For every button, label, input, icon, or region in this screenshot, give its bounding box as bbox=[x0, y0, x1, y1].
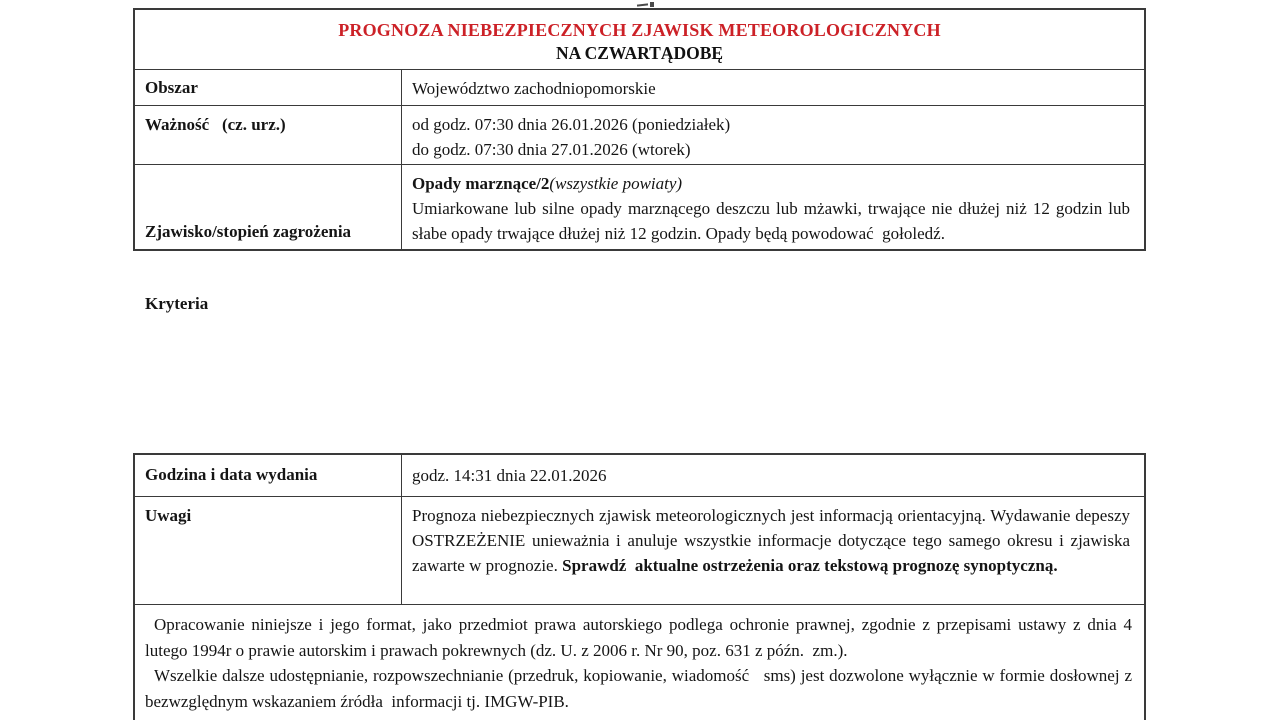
validity-value bbox=[402, 106, 1144, 164]
phenomenon-heading bbox=[412, 171, 1130, 196]
remarks-bold-text: Sprawdź aktualne ostrzeżenia oraz tekstową prognozę synoptyczną. bbox=[562, 556, 1058, 575]
issued-row bbox=[135, 455, 1144, 496]
document-title: PROGNOZA NIEBEZPIECZNYCH ZJAWISK METEOROLOGICZNYCH bbox=[338, 20, 941, 40]
copyright-paragraph-2: Wszelkie dalsze udostępnianie, rozpowszechnianie (przedruk, kopiowanie, wiadomość sms) jest dozwolone wyłącznie w formie dosłownej z bezwzględnym wskazaniem źródła informacji tj. IMGW-PIB. bbox=[145, 666, 1132, 711]
issued-label: Godzina i data wydania bbox=[135, 455, 402, 496]
document-subtitle: NA CZWARTĄDOBĘ bbox=[555, 43, 724, 63]
issued-value: godz. 14:31 dnia 22.01.2026 bbox=[412, 466, 607, 485]
issue-table bbox=[133, 453, 1146, 720]
phenomenon-value bbox=[402, 165, 1144, 249]
copyright-cell bbox=[135, 605, 1144, 720]
phenomenon-criteria: Umiarkowane lub silne opady marznącego deszczu lub mżawki, trwające nie dłużej niż 12 godzin lub słabe opady trwające dłużej niż 12 godzin. Opady będą powodować gołoledź. bbox=[412, 199, 1130, 243]
remarks-row bbox=[135, 496, 1144, 604]
copyright-paragraph-1: Opracowanie niniejsze i jego format, jako przedmiot prawa autorskiego podlega ochronie prawnej, zgodnie z przepisami ustawy z dnia 4 lutego 1994r o prawie autorskim i prawach pokrewnych (dz. U. z 2006 r. Nr 90, poz. 631 z późn. zm.). bbox=[145, 615, 1132, 660]
area-label: Obszar bbox=[135, 70, 402, 105]
phenomenon-row bbox=[135, 164, 1144, 313]
scan-artifact bbox=[637, 3, 648, 6]
forecast-table bbox=[133, 8, 1146, 313]
phenomenon-scope: (wszystkie powiaty) bbox=[549, 174, 683, 193]
area-row bbox=[135, 69, 1144, 105]
phenomenon-label bbox=[135, 165, 402, 313]
validity-to: do godz. 07:30 dnia 27.01.2026 (wtorek) bbox=[412, 140, 691, 159]
validity-row bbox=[135, 105, 1144, 164]
scan-artifact bbox=[650, 2, 654, 7]
remarks-text: Prognoza niebezpiecznych zjawisk meteorologicznych jest informacją orientacyjną. Wydawanie depeszy OSTRZEŻENIE unieważnia i anuluje wszystkie informacje dotyczące tego samego okresu i zjawiska zawarte w prognozie. bbox=[412, 506, 1130, 575]
remarks-value bbox=[402, 497, 1144, 604]
remarks-label: Uwagi bbox=[135, 497, 402, 604]
phenomenon-name: Opady marznące/2 bbox=[412, 174, 550, 193]
copyright-row bbox=[135, 604, 1144, 720]
phenomenon-label-line2: Kryteria bbox=[145, 294, 209, 313]
area-value: Województwo zachodniopomorskie bbox=[412, 79, 656, 98]
phenomenon-label-line1: Zjawisko/stopień zagrożenia bbox=[145, 222, 352, 241]
validity-from: od godz. 07:30 dnia 26.01.2026 (poniedziałek) bbox=[412, 115, 731, 134]
validity-label: Ważność (cz. urz.) bbox=[135, 106, 402, 164]
title-row bbox=[135, 10, 1144, 69]
